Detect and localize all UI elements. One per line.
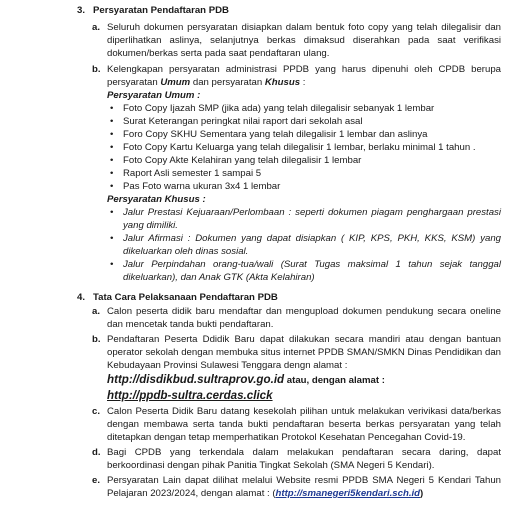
item-4e bbox=[0, 474, 530, 500]
item-text: Calon Peserta Didik Baru datang kesekolah pilihan untuk melakukan verivikasi data/berkas dengan membawa serta tanda bukti pendaftaran beserta berkas persyaratan yang telah ditetapkan dengan tetap memperhatikan Protokol Kesehatan Pencegahan Covid-19. bbox=[107, 406, 501, 443]
list-item: • Foto Copy Kartu Keluarga yang telah dilegalisir 1 lembar, berlaku minimal 1 tahun . bbox=[107, 141, 501, 154]
umum-heading: Persyaratan Umum : bbox=[107, 90, 201, 101]
section-title: Persyaratan Pendaftaran PDB bbox=[93, 5, 229, 16]
item-4c bbox=[0, 405, 530, 444]
item-text: Seluruh dokumen persyaratan disiapkan dalam bentuk foto copy yang telah dilegalisir dan diperlihatkan aslinya, selanjutnya berkas dimaksud diserahkan pada saat verifikasi dokumen/berkas serta pada saat pendaftaran ulang. bbox=[107, 22, 501, 59]
item-label: a. bbox=[92, 22, 101, 33]
item-text: Kelengkapan persyaratan administrasi PPDB yang harus dipenuhi oleh CPDB berupa persyaratan Umum dan persyaratan Khusus : bbox=[107, 64, 501, 88]
item-text: Bagi CPDB yang terkendala dalam melakukan pendaftaran secara daring, dapat berkoordinasi dengan pihak Panitia Tingkat Sekolah (SMA Negeri 5 Kendari). bbox=[107, 447, 501, 471]
item-label: a. bbox=[92, 306, 101, 317]
item-text: Persyaratan Lain dapat dilihat melalui Website resmi PPDB SMA Negeri 5 Kendari Tahun Pelajaran 2023/2024, dengan alamat : (http://smanegeri5kendari.sch.id) bbox=[107, 475, 501, 499]
list-item: • Raport Asli semester 1 sampai 5 bbox=[107, 167, 501, 180]
item-label: e. bbox=[92, 475, 101, 486]
item-text: Calon peserta didik baru mendaftar dan mengupload dokumen pendukung secara oneline dan mencetak tanda bukti pendaftaran. bbox=[107, 306, 501, 330]
item-4a bbox=[0, 305, 530, 331]
umum-list bbox=[0, 102, 530, 193]
item-4d bbox=[0, 446, 530, 472]
ppdb-sultra-link[interactable]: http://ppdb-sultra.cerdas.click bbox=[107, 389, 273, 402]
khusus-list bbox=[0, 206, 530, 284]
item-label: b. bbox=[92, 334, 101, 345]
section-number: 4. bbox=[77, 292, 86, 303]
item-3b bbox=[0, 63, 530, 89]
disdikbud-link[interactable]: http://disdikbud.sultraprov.go.id bbox=[107, 373, 285, 386]
khusus-word: Khusus bbox=[264, 77, 301, 88]
item-label: d. bbox=[92, 447, 101, 458]
list-item: • Foro Copy SKHU Sementara yang telah dilegalisir 1 lembar dan aslinya bbox=[107, 128, 501, 141]
item-3a bbox=[0, 21, 530, 60]
list-item: • Jalur Perpindahan orang-tua/wali (Surat Tugas maksimal 1 tahun sejak tanggal dikeluarkan), dan Anak GTK (Akta Kelahiran) bbox=[107, 258, 501, 284]
section-3 bbox=[0, 4, 530, 284]
section-title: Tata Cara Pelaksanaan Pendaftaran PDB bbox=[93, 292, 278, 303]
list-item: • Foto Copy Akte Kelahiran yang telah dilegalisir 1 lembar bbox=[107, 154, 501, 167]
item-4b bbox=[0, 333, 530, 404]
item-label: b. bbox=[92, 64, 101, 75]
item-label: c. bbox=[92, 406, 101, 417]
list-item: • Jalur Afirmasi : Dokumen yang dapat disiapkan ( KIP, KPS, PKH, KKS, KSM) yang dikeluarkan oleh dinas sosial. bbox=[107, 232, 501, 258]
umum-word: Umum bbox=[160, 77, 191, 88]
school-website-link[interactable]: http://smanegeri5kendari.sch.id bbox=[275, 488, 421, 499]
item-text: Pendaftaran Peserta Ddidik Baru dapat dilakukan secara mandiri atau dengan bantuan operator sekolah dengan membuka situs internet PPDB SMAN/SMKN Dinas Pendidikan dan Kebudayaan Provinsi Sulawesi Tenggara dengn alamat : http://disdikbud.sultraprov.go.id atau, dengan alamat : http://ppdb-sultra.cerdas.click bbox=[107, 334, 501, 402]
list-item: • Pas Foto warna ukuran 3x4 1 lembar bbox=[107, 180, 501, 193]
list-item: • Surat Keterangan peringkat nilai raport dari sekolah asal bbox=[107, 115, 501, 128]
section-4-heading bbox=[0, 291, 520, 304]
list-item: • Foto Copy Ijazah SMP (jika ada) yang telah dilegalisir sebanyak 1 lembar bbox=[107, 102, 501, 115]
list-item: • Jalur Prestasi Kejuaraan/Perlombaan : seperti dokumen piagam penghargaan prestasi yang dimiliki. bbox=[107, 206, 501, 232]
section-3-heading bbox=[0, 4, 520, 18]
khusus-heading: Persyaratan Khusus : bbox=[107, 194, 206, 205]
section-4 bbox=[0, 291, 530, 500]
section-number: 3. bbox=[77, 5, 86, 16]
